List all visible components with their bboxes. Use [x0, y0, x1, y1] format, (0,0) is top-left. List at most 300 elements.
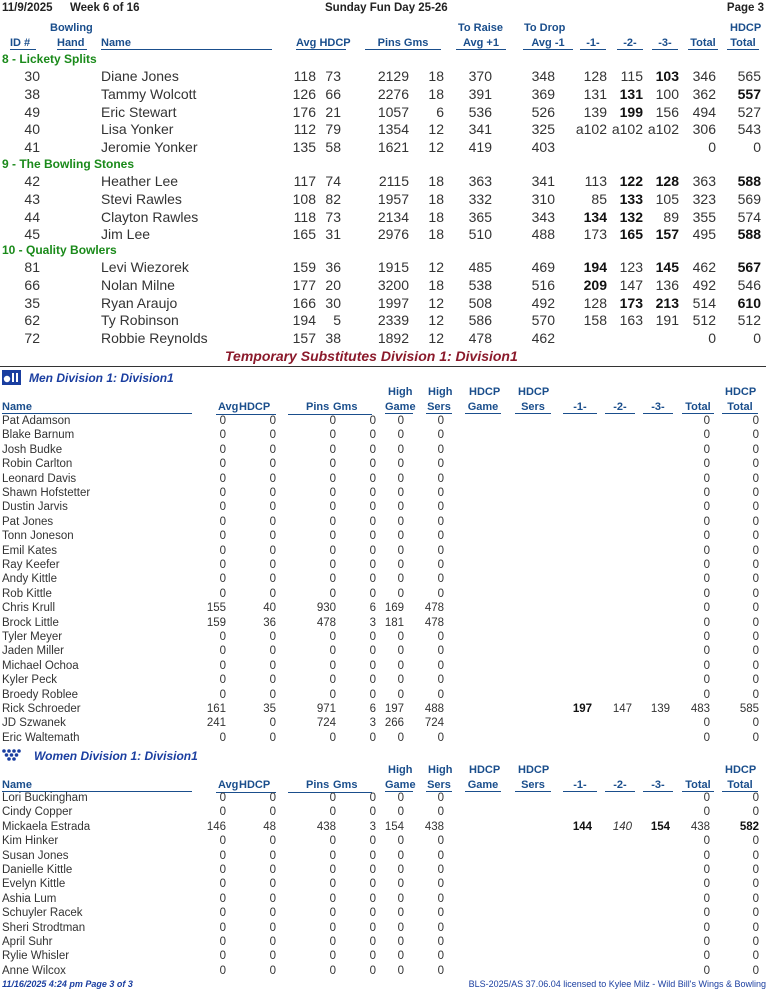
series-total: 512 — [692, 312, 716, 329]
series-total: 495 — [692, 226, 716, 243]
sub-high-series: 0 — [437, 688, 444, 701]
sub-high-series: 0 — [437, 645, 444, 658]
col-high-game: Game — [385, 779, 416, 791]
game1-score: 128 — [583, 68, 607, 84]
handicap-total: 0 — [752, 864, 759, 876]
bowler-name: Diane Jones — [101, 68, 179, 84]
game2-score: 147 — [619, 276, 643, 293]
game2-score: 140 — [612, 820, 632, 833]
handicap-total: 0 — [752, 487, 759, 499]
col-game2: -2- — [605, 779, 635, 792]
handicap-total: 588 — [737, 173, 761, 189]
sub-name: Michael Ochoa — [2, 659, 79, 672]
handicap-total: 0 — [752, 645, 759, 658]
handicap-total: 0 — [752, 921, 759, 934]
sub-pins: 0 — [329, 674, 336, 687]
sub-high-series: 0 — [437, 878, 444, 891]
sub-pins: 0 — [329, 792, 336, 804]
sub-name: Robin Carlton — [2, 458, 73, 471]
sub-games: 0 — [369, 415, 376, 427]
bowler-pins: 1915 — [377, 259, 409, 275]
sub-handicap: 0 — [269, 717, 276, 730]
bowler-handicap: 82 — [325, 190, 341, 207]
game2-score: 131 — [619, 85, 643, 102]
game2-score: 133 — [619, 190, 643, 207]
sub-average: 0 — [219, 515, 226, 528]
sub-name: Andy Kittle — [2, 573, 57, 586]
game2-score: 147 — [612, 703, 632, 715]
series-total: 0 — [703, 964, 710, 977]
bowler-handicap: 38 — [325, 330, 341, 347]
sub-name: Tonn Joneson — [2, 530, 74, 543]
sub-pins: 0 — [329, 645, 336, 658]
bowler-name: Eric Stewart — [101, 103, 177, 120]
to-drop-value: 516 — [531, 276, 555, 293]
underline — [288, 401, 372, 415]
sub-average: 159 — [206, 616, 226, 629]
col-hdcp-total: Total — [722, 779, 758, 792]
col-hdcp: HDCP — [518, 386, 550, 398]
handicap-total: 588 — [737, 226, 761, 243]
series-total: 462 — [692, 259, 716, 275]
col-hdcp-game: Game — [465, 401, 501, 414]
series-total: 0 — [703, 688, 710, 701]
handicap-total: 512 — [737, 312, 761, 329]
sub-pins: 930 — [316, 602, 336, 615]
col-high-sers: Sers — [427, 779, 451, 791]
series-total: 494 — [692, 103, 716, 120]
sub-average: 0 — [219, 544, 226, 557]
bowler-games: 18 — [428, 276, 444, 293]
bowler-handicap: 20 — [325, 276, 341, 293]
sub-name: Sheri Strodtman — [2, 921, 86, 934]
bowler-average: 166 — [292, 294, 316, 311]
sub-high-series: 0 — [437, 443, 444, 456]
to-raise-value: 478 — [468, 330, 492, 347]
sub-games: 0 — [369, 936, 376, 948]
sub-average: 0 — [219, 415, 226, 427]
sub-pins: 0 — [329, 849, 336, 862]
bowler-id: 49 — [24, 103, 40, 120]
sub-handicap: 48 — [263, 820, 276, 833]
col-avg-hdcp — [296, 37, 351, 50]
to-drop-value: 343 — [531, 208, 555, 225]
sub-high-series: 0 — [437, 501, 444, 514]
handicap-total: 0 — [752, 950, 759, 963]
handicap-total: 0 — [752, 559, 759, 571]
sub-games: 0 — [369, 835, 376, 848]
sub-pins: 0 — [329, 907, 336, 920]
series-total: 323 — [692, 190, 716, 207]
sub-games: 0 — [369, 659, 376, 672]
to-drop-value: 369 — [531, 85, 555, 102]
col-game3: -3- — [643, 401, 673, 414]
footer-timestamp: 11/16/2025 4:24 pm Page 3 of 3 — [2, 979, 133, 989]
handicap-total: 0 — [752, 659, 759, 672]
page-number: Page 3 — [726, 2, 764, 14]
game2-score: 165 — [619, 226, 643, 243]
col-hdcp: HDCP — [725, 764, 757, 776]
sub-average: 146 — [206, 820, 226, 833]
to-raise-value: 538 — [468, 276, 492, 293]
sub-handicap: 0 — [269, 792, 276, 804]
sub-high-game: 0 — [397, 950, 404, 963]
game1-score: 173 — [583, 226, 607, 243]
sub-high-series: 0 — [437, 907, 444, 920]
sub-high-game: 0 — [397, 921, 404, 934]
bowler-id: 45 — [24, 226, 40, 243]
sub-games: 3 — [369, 717, 376, 730]
handicap-total: 0 — [752, 835, 759, 848]
game2-score: 122 — [619, 173, 643, 189]
sub-handicap: 0 — [269, 936, 276, 948]
underline — [288, 779, 372, 793]
women-section-title: Women Division 1: Division1 — [34, 749, 198, 763]
sub-high-series: 0 — [437, 921, 444, 934]
col-drop-sub: Avg -1 — [523, 37, 573, 50]
handicap-total: 0 — [752, 515, 759, 528]
series-total: 0 — [703, 892, 710, 905]
handicap-total: 543 — [737, 121, 761, 138]
bowler-games: 12 — [428, 259, 444, 275]
sub-high-game: 0 — [397, 878, 404, 891]
handicap-total: 574 — [737, 208, 761, 225]
sub-games: 0 — [369, 472, 376, 485]
sub-name: Dustin Jarvis — [2, 501, 68, 514]
sub-high-series: 0 — [437, 864, 444, 876]
team-name: 8 - Lickety Splits — [2, 52, 97, 66]
bowler-name: Nolan Milne — [101, 276, 175, 293]
bowler-average: 159 — [292, 259, 316, 275]
sub-name: Tyler Meyer — [2, 631, 63, 643]
bowler-name: Tammy Wolcott — [101, 85, 197, 102]
handicap-total: 567 — [737, 259, 761, 275]
sub-high-game: 0 — [397, 559, 404, 571]
sub-handicap: 0 — [269, 964, 276, 977]
sub-handicap: 0 — [269, 443, 276, 456]
sub-handicap: 0 — [269, 731, 276, 744]
bowler-pins: 1892 — [377, 330, 409, 347]
sub-name: Ray Keefer — [2, 559, 60, 571]
sub-games: 6 — [369, 602, 376, 615]
sub-pins: 0 — [329, 864, 336, 876]
game2-score: a102 — [611, 121, 643, 138]
bowler-name: Ryan Araujo — [101, 294, 178, 311]
sub-pins: 478 — [316, 616, 336, 629]
handicap-total: 527 — [737, 103, 761, 120]
col-name: Name — [2, 779, 192, 792]
team-name: 10 - Quality Bowlers — [2, 243, 117, 257]
sub-games: 0 — [369, 806, 376, 819]
series-total: 0 — [703, 950, 710, 963]
sub-name: Ashia Lum — [2, 892, 57, 905]
sub-name: JD Szwanek — [2, 717, 66, 730]
game1-score: 139 — [583, 103, 607, 120]
handicap-total: 0 — [753, 330, 761, 347]
col-name: Name — [2, 401, 192, 414]
bowler-id: 38 — [24, 85, 40, 102]
col-hdcp: HDCP — [469, 386, 501, 398]
bowler-name: Jim Lee — [101, 226, 151, 243]
sub-high-game: 0 — [397, 645, 404, 658]
col-game1: -1- — [563, 779, 597, 792]
sub-handicap: 0 — [269, 515, 276, 528]
underline — [216, 779, 276, 793]
sub-pins: 0 — [329, 936, 336, 948]
bowler-games: 18 — [428, 173, 444, 189]
sub-pins: 0 — [329, 921, 336, 934]
game1-score: 194 — [583, 259, 607, 275]
bowler-id: 30 — [24, 68, 40, 84]
bowler-games: 18 — [428, 85, 444, 102]
game3-score: 128 — [655, 173, 679, 189]
sub-high-game: 197 — [384, 703, 404, 715]
bowler-pins: 2115 — [378, 173, 409, 189]
sub-high-series: 0 — [437, 472, 444, 485]
col-name: Name — [101, 37, 272, 50]
sub-games: 0 — [369, 864, 376, 876]
bowler-id: 62 — [24, 312, 40, 329]
bowler-id: 40 — [24, 121, 40, 138]
sub-handicap: 0 — [269, 835, 276, 848]
sub-handicap: 35 — [263, 703, 276, 715]
sub-pins: 0 — [329, 429, 336, 442]
game2-score: 173 — [619, 294, 643, 311]
sub-high-series: 0 — [437, 544, 444, 557]
sub-games: 0 — [369, 530, 376, 543]
sub-high-game: 0 — [397, 515, 404, 528]
bowler-games: 12 — [428, 294, 444, 311]
bowler-name: Clayton Rawles — [101, 208, 199, 225]
col-total: Total — [682, 401, 714, 414]
sub-high-game: 0 — [397, 907, 404, 920]
sub-games: 0 — [369, 907, 376, 920]
sub-name: Shawn Hofstetter — [2, 487, 91, 499]
sub-games: 0 — [369, 443, 376, 456]
sub-average: 0 — [219, 573, 226, 586]
handicap-total: 0 — [752, 602, 759, 615]
bowler-pins: 2129 — [377, 68, 409, 84]
bowler-handicap: 58 — [325, 139, 341, 156]
col-hdcp-sers: Sers — [515, 779, 551, 792]
bowler-average: 126 — [292, 85, 316, 102]
handicap-total: 565 — [737, 68, 761, 84]
sub-games: 3 — [369, 820, 376, 833]
col-total: Total — [682, 779, 714, 792]
bowler-pins: 1957 — [377, 190, 409, 207]
sub-name: Pat Jones — [2, 515, 54, 528]
sub-handicap: 0 — [269, 849, 276, 862]
sub-high-series: 0 — [437, 631, 444, 643]
sub-pins: 0 — [329, 515, 336, 528]
col-hdcp: HDCP — [518, 764, 550, 776]
series-total: 0 — [703, 717, 710, 730]
sub-high-series: 0 — [437, 587, 444, 600]
sub-games: 0 — [369, 892, 376, 905]
sub-high-series: 0 — [437, 573, 444, 586]
sub-high-game: 0 — [397, 631, 404, 643]
series-total: 0 — [703, 864, 710, 876]
handicap-total: 0 — [752, 616, 759, 629]
to-raise-value: 485 — [468, 259, 492, 275]
sub-handicap: 40 — [263, 602, 276, 615]
sub-high-game: 0 — [397, 792, 404, 804]
sub-handicap: 0 — [269, 645, 276, 658]
sub-games: 0 — [369, 950, 376, 963]
to-drop-value: 403 — [531, 139, 555, 156]
sub-handicap: 0 — [269, 892, 276, 905]
bowler-pins: 1997 — [377, 294, 409, 311]
sub-games: 0 — [369, 631, 376, 643]
sub-average: 0 — [219, 688, 226, 701]
series-total: 0 — [703, 429, 710, 442]
bowler-pins: 2339 — [377, 312, 409, 329]
sub-high-series: 0 — [437, 936, 444, 948]
sub-high-game: 0 — [397, 849, 404, 862]
sub-high-game: 0 — [397, 415, 404, 427]
sub-high-series: 0 — [437, 849, 444, 862]
game1-score: 131 — [583, 85, 607, 102]
sub-average: 161 — [206, 703, 226, 715]
sub-pins: 0 — [329, 806, 336, 819]
sub-high-series: 0 — [437, 674, 444, 687]
col-hdcp-top: HDCP — [730, 22, 762, 34]
handicap-total: 0 — [752, 792, 759, 804]
series-total: 0 — [703, 631, 710, 643]
sub-pins: 0 — [329, 458, 336, 471]
to-raise-value: 508 — [468, 294, 492, 311]
col-to-raise: To Raise — [458, 22, 504, 34]
bowler-pins: 2276 — [377, 85, 409, 102]
sub-name: Broedy Roblee — [2, 688, 79, 701]
col-avg: Avg — [296, 37, 317, 49]
sub-average: 0 — [219, 501, 226, 514]
series-total: 492 — [692, 276, 716, 293]
sub-handicap: 0 — [269, 501, 276, 514]
sub-high-series: 724 — [424, 717, 444, 730]
bowler-id: 44 — [24, 208, 40, 225]
sub-high-game: 0 — [397, 731, 404, 744]
sub-pins: 0 — [329, 731, 336, 744]
handicap-total: 557 — [737, 85, 761, 102]
sub-high-series: 478 — [424, 602, 444, 615]
col-hdcp: HDCP — [319, 37, 351, 49]
sub-average: 0 — [219, 559, 226, 571]
series-total: 0 — [703, 878, 710, 891]
substitutes-title: Temporary Substitutes Division 1: Division1 — [225, 348, 518, 364]
sub-pins: 0 — [329, 835, 336, 848]
series-total: 0 — [703, 501, 710, 514]
sub-high-game: 181 — [384, 616, 404, 629]
sub-high-series: 0 — [437, 964, 444, 977]
sub-average: 0 — [219, 864, 226, 876]
sub-games: 0 — [369, 515, 376, 528]
series-total: 0 — [703, 645, 710, 658]
sub-high-game: 0 — [397, 501, 404, 514]
handicap-total: 0 — [752, 907, 759, 920]
sub-high-game: 0 — [397, 892, 404, 905]
handicap-total: 582 — [739, 820, 759, 833]
sub-handicap: 0 — [269, 429, 276, 442]
bowler-name: Lisa Yonker — [101, 121, 174, 138]
series-total: 0 — [703, 559, 710, 571]
bowler-games: 18 — [428, 190, 444, 207]
sub-high-series: 0 — [437, 458, 444, 471]
series-total: 0 — [708, 330, 716, 347]
sub-average: 0 — [219, 429, 226, 442]
sub-high-game: 0 — [397, 458, 404, 471]
sub-high-game: 0 — [397, 587, 404, 600]
sub-average: 0 — [219, 964, 226, 977]
handicap-total: 0 — [752, 415, 759, 427]
sub-high-game: 0 — [397, 487, 404, 499]
to-drop-value: 341 — [531, 173, 555, 189]
sub-name: April Suhr — [2, 936, 53, 948]
sub-high-series: 0 — [437, 731, 444, 744]
sub-pins: 0 — [329, 559, 336, 571]
handicap-total: 585 — [739, 703, 759, 715]
game3-score: 213 — [655, 294, 679, 311]
sub-games: 0 — [369, 487, 376, 499]
sub-name: Susan Jones — [2, 849, 69, 862]
to-raise-value: 365 — [468, 208, 492, 225]
series-total: 0 — [703, 907, 710, 920]
col-id: ID # — [10, 37, 36, 50]
sub-average: 155 — [206, 602, 226, 615]
sub-name: Pat Adamson — [2, 415, 71, 427]
sub-name: Rob Kittle — [2, 587, 52, 600]
sub-average: 0 — [219, 530, 226, 543]
sub-high-game: 0 — [397, 659, 404, 672]
sub-high-series: 0 — [437, 559, 444, 571]
to-raise-value: 370 — [468, 68, 492, 84]
game2-score: 115 — [620, 68, 643, 84]
series-total: 0 — [703, 587, 710, 600]
col-gms: Gms — [333, 401, 358, 413]
sub-high-game: 0 — [397, 936, 404, 948]
series-total: 514 — [692, 294, 716, 311]
bowler-name: Heather Lee — [101, 173, 179, 189]
sub-games: 0 — [369, 587, 376, 600]
report-title: Sunday Fun Day 25-26 — [325, 2, 448, 14]
col-avg: Avg — [218, 779, 239, 791]
bowler-pins: 1621 — [377, 139, 409, 156]
series-total: 0 — [708, 139, 716, 156]
handicap-total: 0 — [752, 530, 759, 543]
col-game3: -3- — [652, 37, 678, 50]
sub-name: Jaden Miller — [2, 645, 64, 658]
sub-pins: 0 — [329, 587, 336, 600]
to-drop-value: 570 — [531, 312, 555, 329]
col-high-game: Game — [385, 401, 416, 413]
sub-handicap: 0 — [269, 950, 276, 963]
col-pins: Pins — [306, 401, 330, 413]
series-total: 346 — [692, 68, 716, 84]
series-total: 0 — [703, 415, 710, 427]
series-total: 0 — [703, 849, 710, 862]
sub-high-game: 0 — [397, 429, 404, 442]
sub-games: 0 — [369, 674, 376, 687]
series-total: 355 — [692, 208, 716, 225]
sub-high-series: 0 — [437, 806, 444, 819]
bowler-average: 135 — [292, 139, 316, 156]
bowler-average: 165 — [292, 226, 316, 243]
sub-average: 0 — [219, 892, 226, 905]
bowler-games: 6 — [436, 103, 444, 120]
divider — [0, 366, 766, 367]
col-hdcp-game: Game — [465, 779, 501, 792]
col-high-sers: Sers — [427, 401, 451, 413]
